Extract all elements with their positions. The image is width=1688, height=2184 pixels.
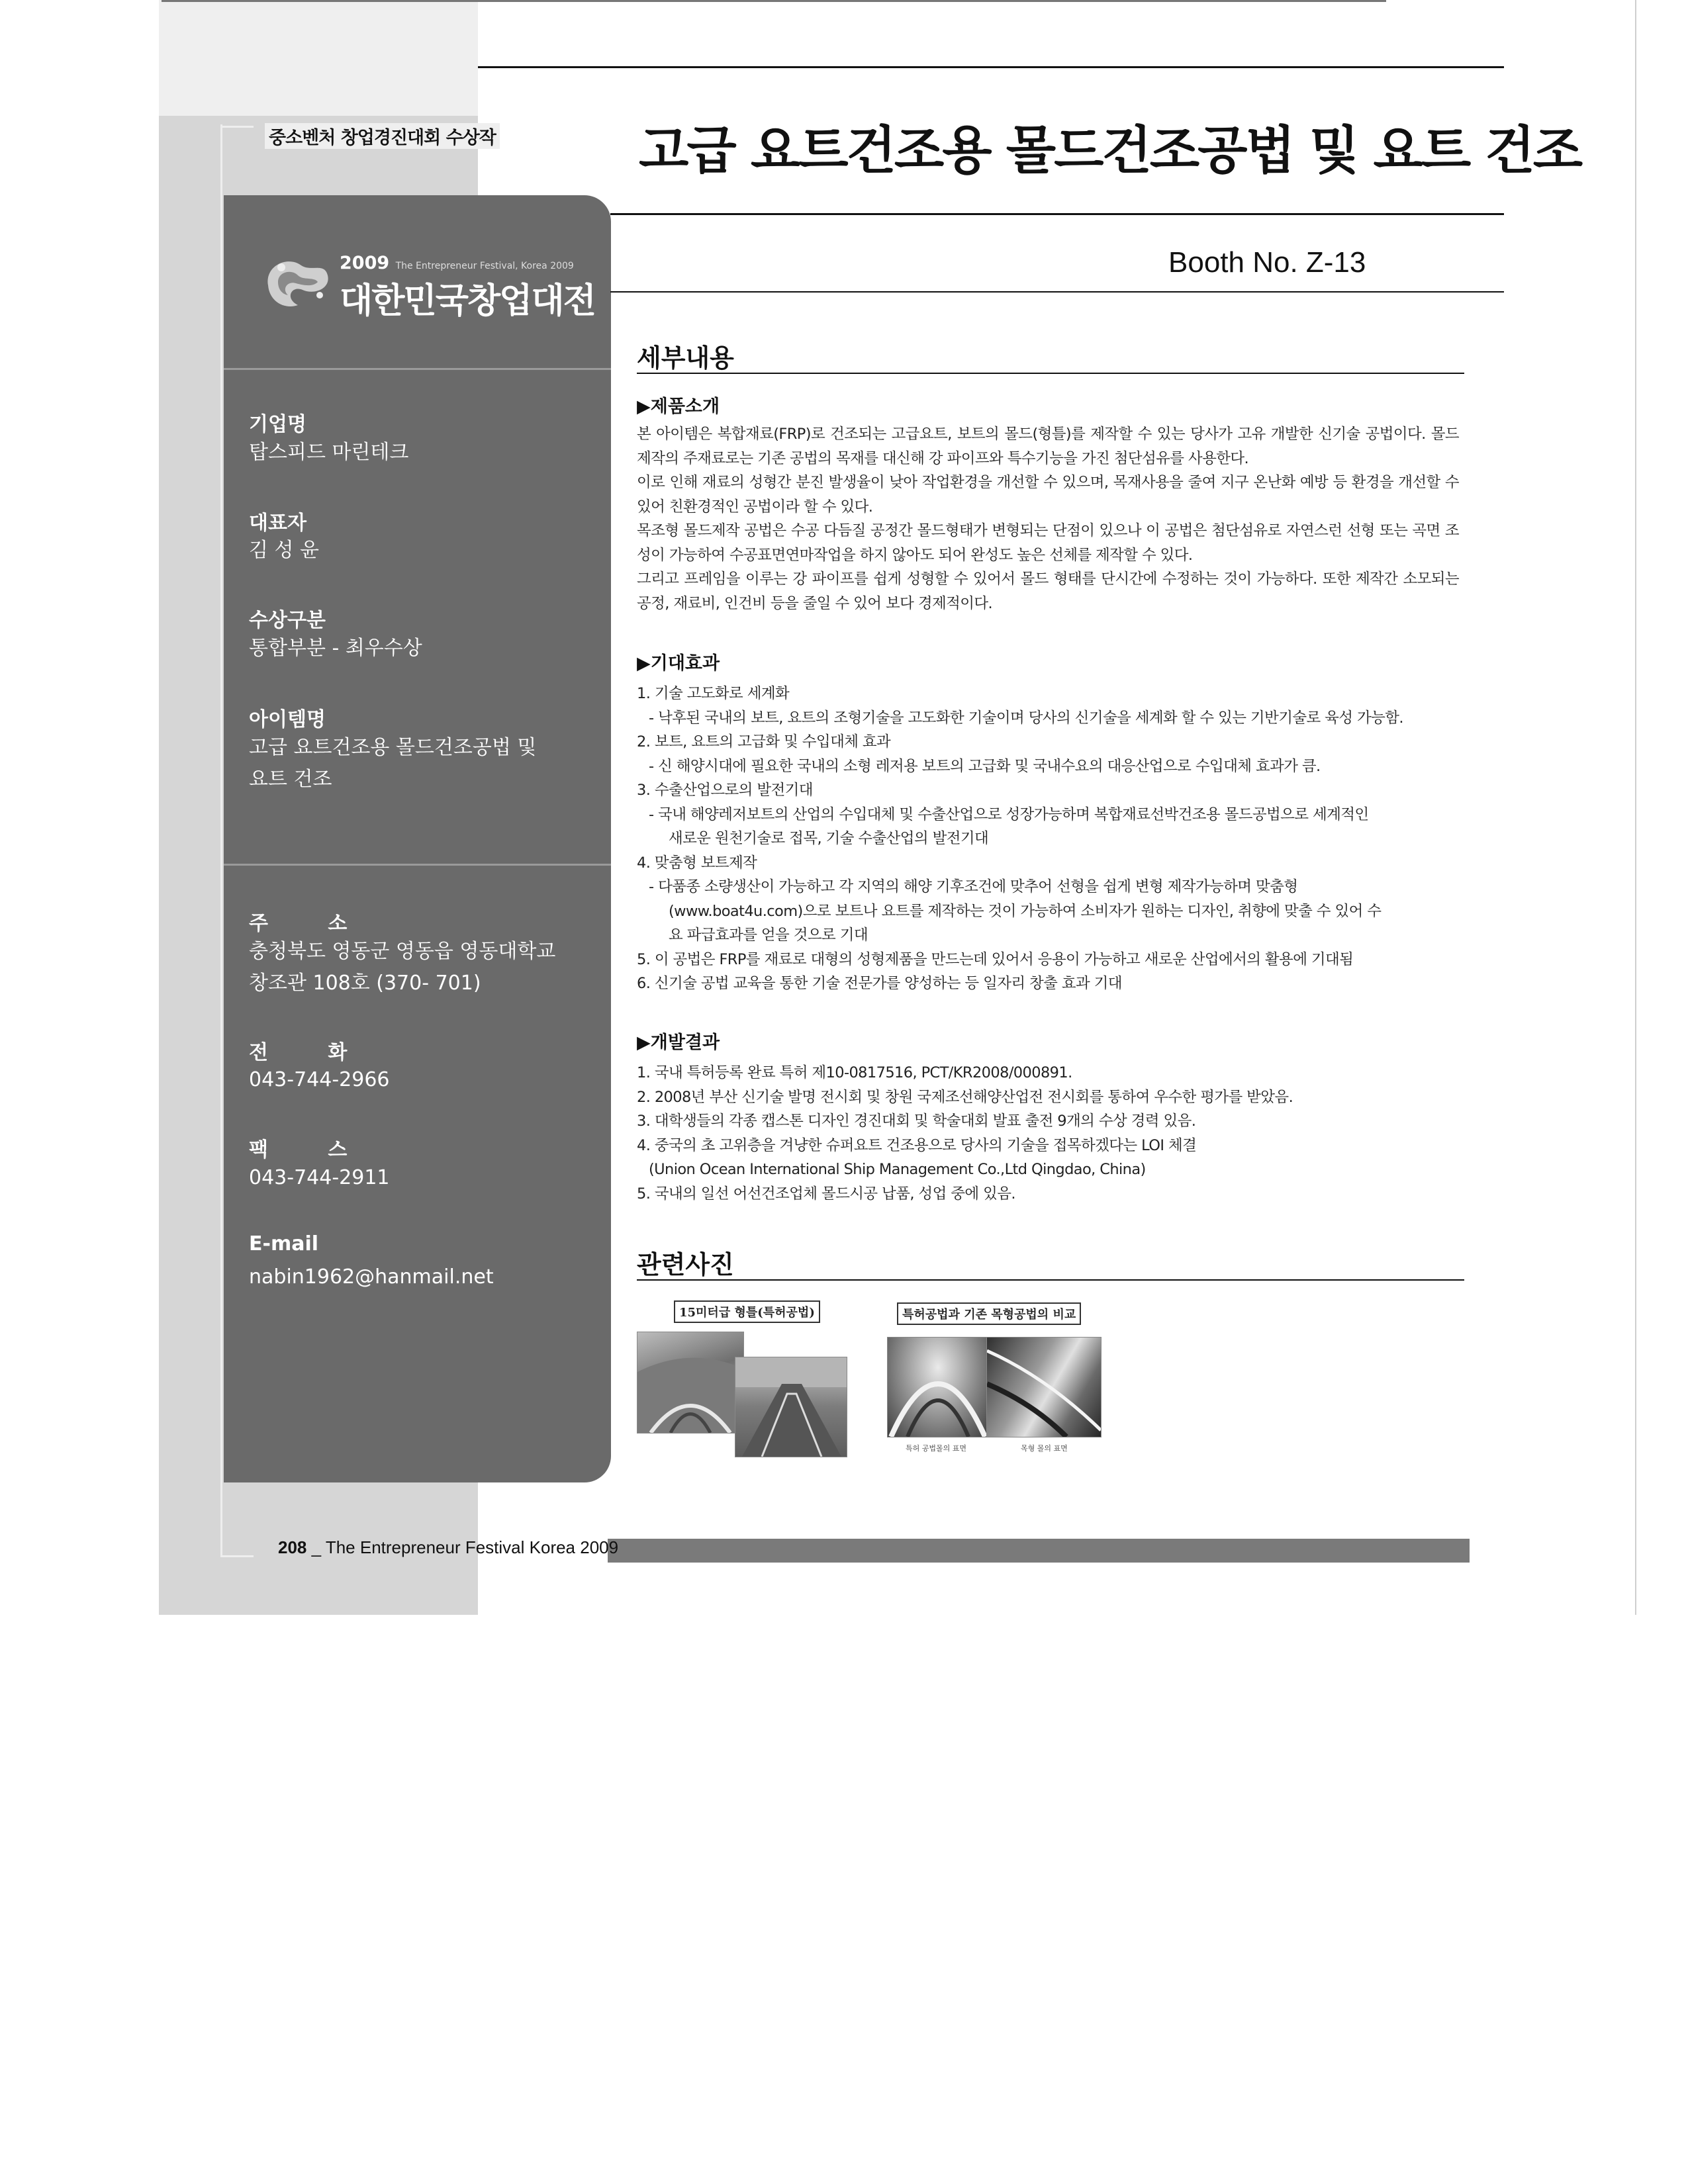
list-item: 4. 맞춤형 보트제작	[637, 854, 757, 872]
wood-mold-surface-graphic	[987, 1338, 1101, 1437]
fax-label: 팩 스	[249, 1138, 374, 1161]
list-item: 1. 국내 특허등록 완료 특허 제10-0817516, PCT/KR2008/000891.	[637, 1064, 1072, 1081]
logo-year: 2009	[340, 253, 390, 273]
intro-paragraph: 그리고 프레임을 이루는 강 파이프를 쉽게 성형할 수 있어서 몰드 형태를 단시간에 수정하는 것이 가능하다. 또한 제작간 소모되는 공정, 재료비, 인건비 등을 줄일 수 있어 보다 경제적이다.	[637, 570, 1459, 612]
patent-mold-surface-photo	[887, 1337, 989, 1437]
patent-mold-surface-graphic	[888, 1338, 988, 1437]
booth-number: Booth No. Z-13	[1168, 246, 1366, 279]
frame-bottom-tick	[220, 1555, 254, 1557]
list-item: 1. 기술 고도화로 세계화	[637, 685, 790, 702]
fax-value: 043-744-2911	[249, 1166, 390, 1189]
list-item: 3. 대학생들의 각종 캡스톤 디자인 경진대회 및 학술대회 발표 출전 9개의 수상 경력 있음.	[637, 1113, 1196, 1130]
page-number: 208	[278, 1537, 307, 1557]
mold-photo-2-graphic	[735, 1357, 847, 1457]
details-heading: 세부내용	[637, 343, 734, 373]
award-label: 수상구분	[249, 609, 326, 632]
booth-rule	[610, 291, 1504, 293]
list-item: - 국내 해양레저보트의 산업의 수입대체 및 수출산업으로 성장가능하며 복합재료선박건조용 몰드공법으로 세계적인	[649, 805, 1369, 823]
right-edge-line	[1635, 0, 1636, 1615]
photos-heading: 관련사진	[637, 1250, 734, 1279]
frame-vertical-line	[220, 124, 222, 1557]
email-label: E-mail	[249, 1232, 319, 1255]
company-value: 탑스피드 마린테크	[249, 441, 409, 464]
intro-paragraph: 본 아이템은 복합재료(FRP)로 건조되는 고급요트, 보트의 몰드(형틀)를 제작할 수 있는 당사가 고유 개발한 신기술 공법이다. 몰드 제작의 주재료로는 기존 공법의 목재를 대신해 강 파이프와 특수기능을 가진 첨단섬유를 사용한다.	[637, 426, 1459, 467]
top-edge-line	[162, 0, 1386, 2]
intro-text	[637, 422, 1459, 615]
email-value: nabin1962@hanmail.net	[249, 1265, 494, 1289]
patent-surface-caption: 특허 공법몰의 표면	[906, 1444, 967, 1453]
list-item: - 낙후된 국내의 보트, 요트의 조형기술을 고도화한 기술이며 당사의 신기술을 세계화 할 수 있는 기반기술로 육성 가능함.	[649, 709, 1403, 727]
list-item: 5. 이 공법은 FRP를 재료로 대형의 성형제품을 만드는데 있어서 응용이 가능하고 새로운 산업에서의 활용에 기대됨	[637, 950, 1354, 968]
list-item: (Union Ocean International Ship Management Co.,Ltd Qingdao, China)	[649, 1161, 1146, 1178]
intro-heading: ▶제품소개	[637, 396, 720, 417]
wood-mold-surface-photo	[986, 1337, 1102, 1437]
item-value-line1: 고급 요트건조용 몰드건조공법 및	[249, 736, 537, 759]
frame-top-tick	[220, 126, 254, 128]
logo-year-line	[340, 253, 574, 273]
footer-text: _ The Entrepreneur Festival Korea 2009	[306, 1537, 619, 1557]
mold-photo-1-graphic	[637, 1332, 743, 1433]
results-list	[637, 1061, 1464, 1206]
ceo-label: 대표자	[249, 512, 306, 535]
phone-value: 043-744-2966	[249, 1068, 390, 1091]
item-value-line2: 요트 건조	[249, 768, 332, 791]
logo-name: 대한민국창업대전	[340, 281, 595, 321]
list-item: 요 파급효과를 얻을 것으로 기대	[669, 927, 868, 944]
list-item: - 다품종 소량생산이 가능하고 각 지역의 해양 기후조건에 맞추어 선형을 쉽게 변형 제작가능하며 맞춤형	[649, 878, 1298, 895]
left-photo-caption: 15미터급 형틀(특허공법)	[674, 1300, 820, 1323]
company-label: 기업명	[249, 413, 306, 436]
sidebar-divider-top	[224, 368, 611, 370]
address-line1: 충청북도 영동군 영동읍 영동대학교	[249, 940, 556, 963]
list-item: (www.boat4u.com)으로 보트나 요트를 제작하는 것이 가능하여 소비자가 원하는 디자인, 취향에 맞출 수 있어 수	[669, 902, 1382, 920]
festival-logo	[261, 245, 599, 324]
list-item: - 신 해양시대에 필요한 국내의 소형 레저용 보트의 고급화 및 국내수요의 대응산업으로 수입대체 효과가 큼.	[649, 757, 1321, 775]
mold-photo-1	[637, 1332, 744, 1433]
list-item: 3. 수출산업으로의 발전기대	[637, 782, 813, 799]
footer-bar	[608, 1539, 1470, 1563]
address-line2: 창조관 108호 (370- 701)	[249, 972, 481, 995]
category-label: 중소벤처 창업경진대회 수상작	[265, 123, 500, 149]
title-top-rule	[478, 66, 1504, 68]
list-item: 5. 국내의 일선 어선건조업체 몰드시공 납품, 성업 중에 있음.	[637, 1185, 1015, 1203]
right-photo-caption: 특허공법과 기존 목형공법의 비교	[897, 1302, 1081, 1325]
logo-subtitle: The Entrepreneur Festival, Korea 2009	[395, 261, 574, 271]
page-title: 고급 요트건조용 몰드건조공법 및 요트 건조	[639, 121, 1581, 181]
list-item: 새로운 원천기술로 접목, 기술 수출산업의 발전기대	[669, 830, 989, 847]
effects-list	[637, 682, 1464, 996]
award-value: 통합부분 - 최우수상	[249, 637, 422, 660]
details-heading-rule	[637, 373, 1464, 374]
footer	[278, 1537, 618, 1558]
list-item: 2. 2008년 부산 신기술 발명 전시회 및 창원 국제조선해양산업전 전시회를 통하여 우수한 평가를 받았음.	[637, 1088, 1293, 1106]
intro-paragraph: 목조형 몰드제작 공법은 수공 다듬질 공정간 몰드형태가 변형되는 단점이 있으나 이 공법은 첨단섬유로 자연스런 선형 또는 곡면 조성이 가능하여 수공표면연마작업을 하지 않아도 되어 완성도 높은 선체를 제작할 수 있다.	[637, 522, 1459, 564]
intro-paragraph: 이로 인해 재료의 성형간 분진 발생율이 낮아 작업환경을 개선할 수 있으며, 목재사용을 줄여 지구 온난화 예방 등 환경을 개선할 수 있어 친환경적인 공법이라 할 수 있다.	[637, 474, 1459, 516]
list-item: 6. 신기술 공법 교육을 통한 기술 전문가를 양성하는 등 일자리 창출 효과 기대	[637, 975, 1122, 992]
phone-label: 전 화	[249, 1041, 374, 1064]
mold-photo-2	[735, 1357, 847, 1457]
item-label: 아이템명	[249, 708, 326, 731]
sidebar-divider-middle	[224, 864, 611, 866]
results-heading: ▶개발결과	[637, 1032, 720, 1053]
ceo-value: 김 성 윤	[249, 539, 320, 562]
effects-heading: ▶기대효과	[637, 653, 720, 674]
photos-heading-rule	[637, 1279, 1464, 1281]
list-item: 4. 중국의 초 고위층을 겨냥한 슈퍼요트 건조용으로 당사의 기술을 접목하겠다는 LOI 체결	[637, 1136, 1197, 1154]
left-column-header-area	[159, 0, 478, 116]
logo-swirl-icon	[261, 249, 334, 315]
wood-surface-caption: 목형 몰의 표면	[1021, 1444, 1068, 1453]
title-bottom-rule	[610, 213, 1504, 215]
address-label: 주 소	[249, 912, 374, 935]
list-item: 2. 보트, 요트의 고급화 및 수입대체 효과	[637, 733, 891, 751]
